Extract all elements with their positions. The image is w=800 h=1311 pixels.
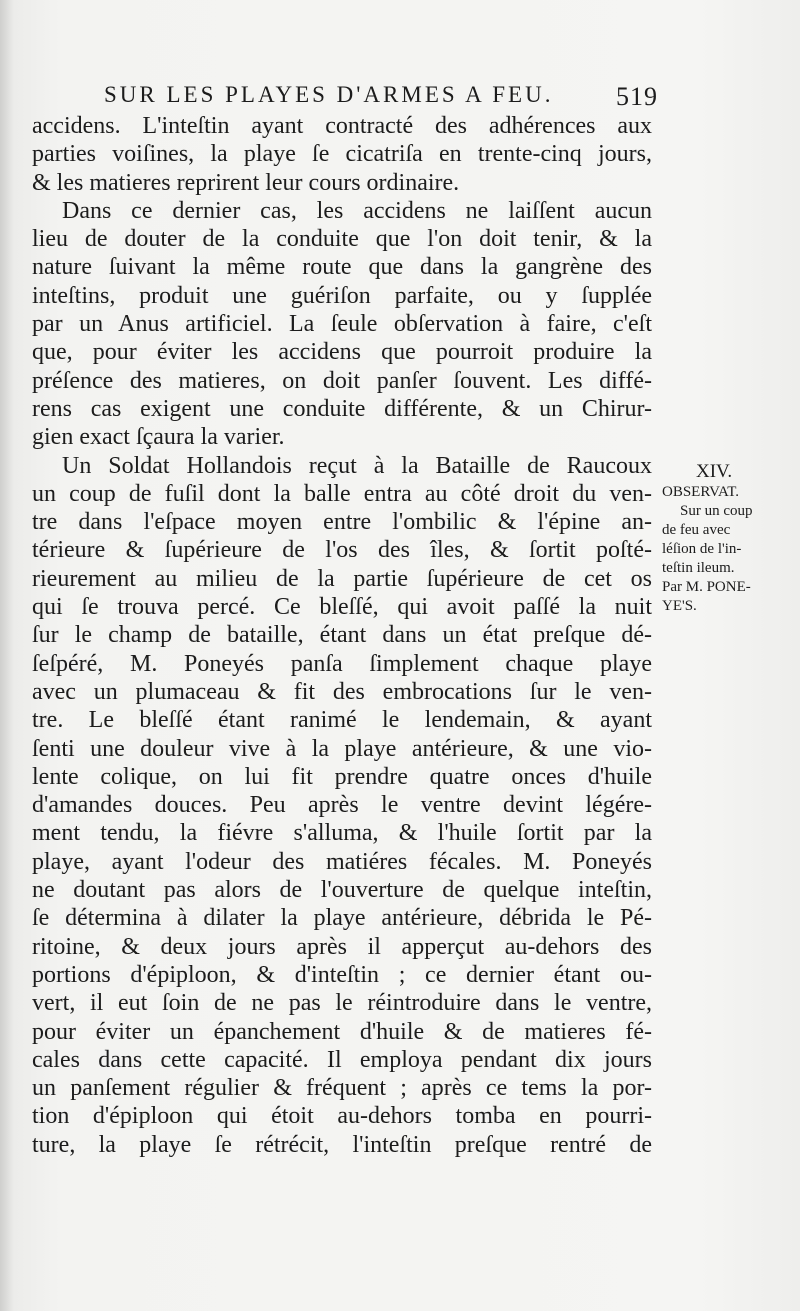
text-line: rens cas exigent une conduite différente, & un Chirur- xyxy=(32,395,652,422)
text-line: gien exact ſçaura la varier. xyxy=(32,424,285,451)
text-line: Un Soldat Hollandois reçut à la Bataille de Raucoux xyxy=(62,452,652,479)
text-line: & les matieres reprirent leur cours ordinaire. xyxy=(32,169,460,196)
page-header xyxy=(104,82,664,114)
body-text xyxy=(32,112,652,1159)
margin-note-line: OBSERVAT. xyxy=(662,484,740,500)
text-line: ſe détermina à dilater la playe antérieure, débrida le Pé- xyxy=(32,905,652,932)
text-line: un panſement régulier & fréquent ; après ce tems la por- xyxy=(32,1075,652,1102)
text-line: lieu de douter de la conduite que l'on doit tenir, & la xyxy=(32,226,652,253)
text-line: ture, la playe ſe rétrécit, l'inteſtin preſque rentré de xyxy=(32,1131,652,1158)
text-line: ment tendu, la fiévre s'alluma, & l'huile ſortit par la xyxy=(32,820,652,847)
text-line: par un Anus artificiel. La ſeule obſervation à faire, c'eſt xyxy=(32,311,652,338)
margin-note-line: léſion de l'in- xyxy=(662,541,742,557)
text-line: térieure & ſupérieure de l'os des îles, & ſortit poſté- xyxy=(32,537,652,564)
margin-note-line: YE'S. xyxy=(662,598,697,614)
text-line: ſur le champ de bataille, étant dans un état preſque dé- xyxy=(32,622,652,649)
observation-number: XIV. xyxy=(696,461,733,482)
page-number: 519 xyxy=(616,82,658,111)
text-line: pour éviter un épanchement d'huile & de matieres fé- xyxy=(32,1018,652,1045)
text-line: cales dans cette capacité. Il employa pendant dix jours xyxy=(32,1046,652,1073)
text-line: que, pour éviter les accidens que pourroit produire la xyxy=(32,339,652,366)
margin-note xyxy=(662,462,792,616)
text-line: avec un plumaceau & fit des embrocations ſur le ven- xyxy=(32,678,652,705)
text-line: Dans ce dernier cas, les accidens ne laiſſent aucun xyxy=(62,197,652,224)
text-line: qui ſe trouva percé. Ce bleſſé, qui avoit paſſé la nuit xyxy=(32,594,652,621)
text-line: tre dans l'eſpace moyen entre l'ombilic & l'épine an- xyxy=(32,509,652,536)
text-line: accidens. L'inteſtin ayant contracté des adhérences aux xyxy=(32,113,652,139)
text-line: rieurement au milieu de la partie ſupérieure de cet os xyxy=(32,565,652,592)
text-line: ſenti une douleur vive à la playe antérieure, & une vio- xyxy=(32,735,652,762)
running-title: SUR LES PLAYES D'ARMES A FEU. xyxy=(104,82,554,107)
text-line: inteſtins, produit une guériſon parfaite, ou y ſupplée xyxy=(32,282,652,309)
margin-note-line: Sur un coup xyxy=(680,503,753,519)
text-line: vert, il eut ſoin de ne pas le réintroduire dans le ventre, xyxy=(32,990,652,1017)
text-line: ſeſpéré, M. Poneyés panſa ſimplement chaque playe xyxy=(32,650,652,677)
text-line: préſence des matieres, on doit panſer ſouvent. Les diffé- xyxy=(32,367,652,394)
text-line: un coup de fuſil dont la balle entra au côté droit du ven- xyxy=(32,480,652,507)
text-line: playe, ayant l'odeur des matiéres fécales. M. Poneyés xyxy=(32,848,652,875)
text-line: nature ſuivant la même route que dans la gangrène des xyxy=(32,254,652,281)
text-line: ne doutant pas alors de l'ouverture de quelque inteſtin, xyxy=(32,877,652,904)
margin-note-line: teſtin ileum. xyxy=(662,560,735,576)
margin-note-line: de feu avec xyxy=(662,522,731,538)
text-line: parties voiſines, la playe ſe cicatriſa en trente-cinq jours, xyxy=(32,141,652,168)
text-line: lente colique, on lui fit prendre quatre onces d'huile xyxy=(32,763,652,790)
text-line: ritoine, & deux jours après il apperçut au-dehors des xyxy=(32,933,652,960)
text-line: d'amandes douces. Peu après le ventre devint légére- xyxy=(32,792,652,819)
text-line: portions d'épiploon, & d'inteſtin ; ce dernier étant ou- xyxy=(32,961,652,988)
text-line: tre. Le bleſſé étant ranimé le lendemain, & ayant xyxy=(32,707,652,734)
text-line: tion d'épiploon qui étoit au-dehors tomba en pourri- xyxy=(32,1103,652,1130)
margin-note-line: Par M. PONE- xyxy=(662,579,751,595)
